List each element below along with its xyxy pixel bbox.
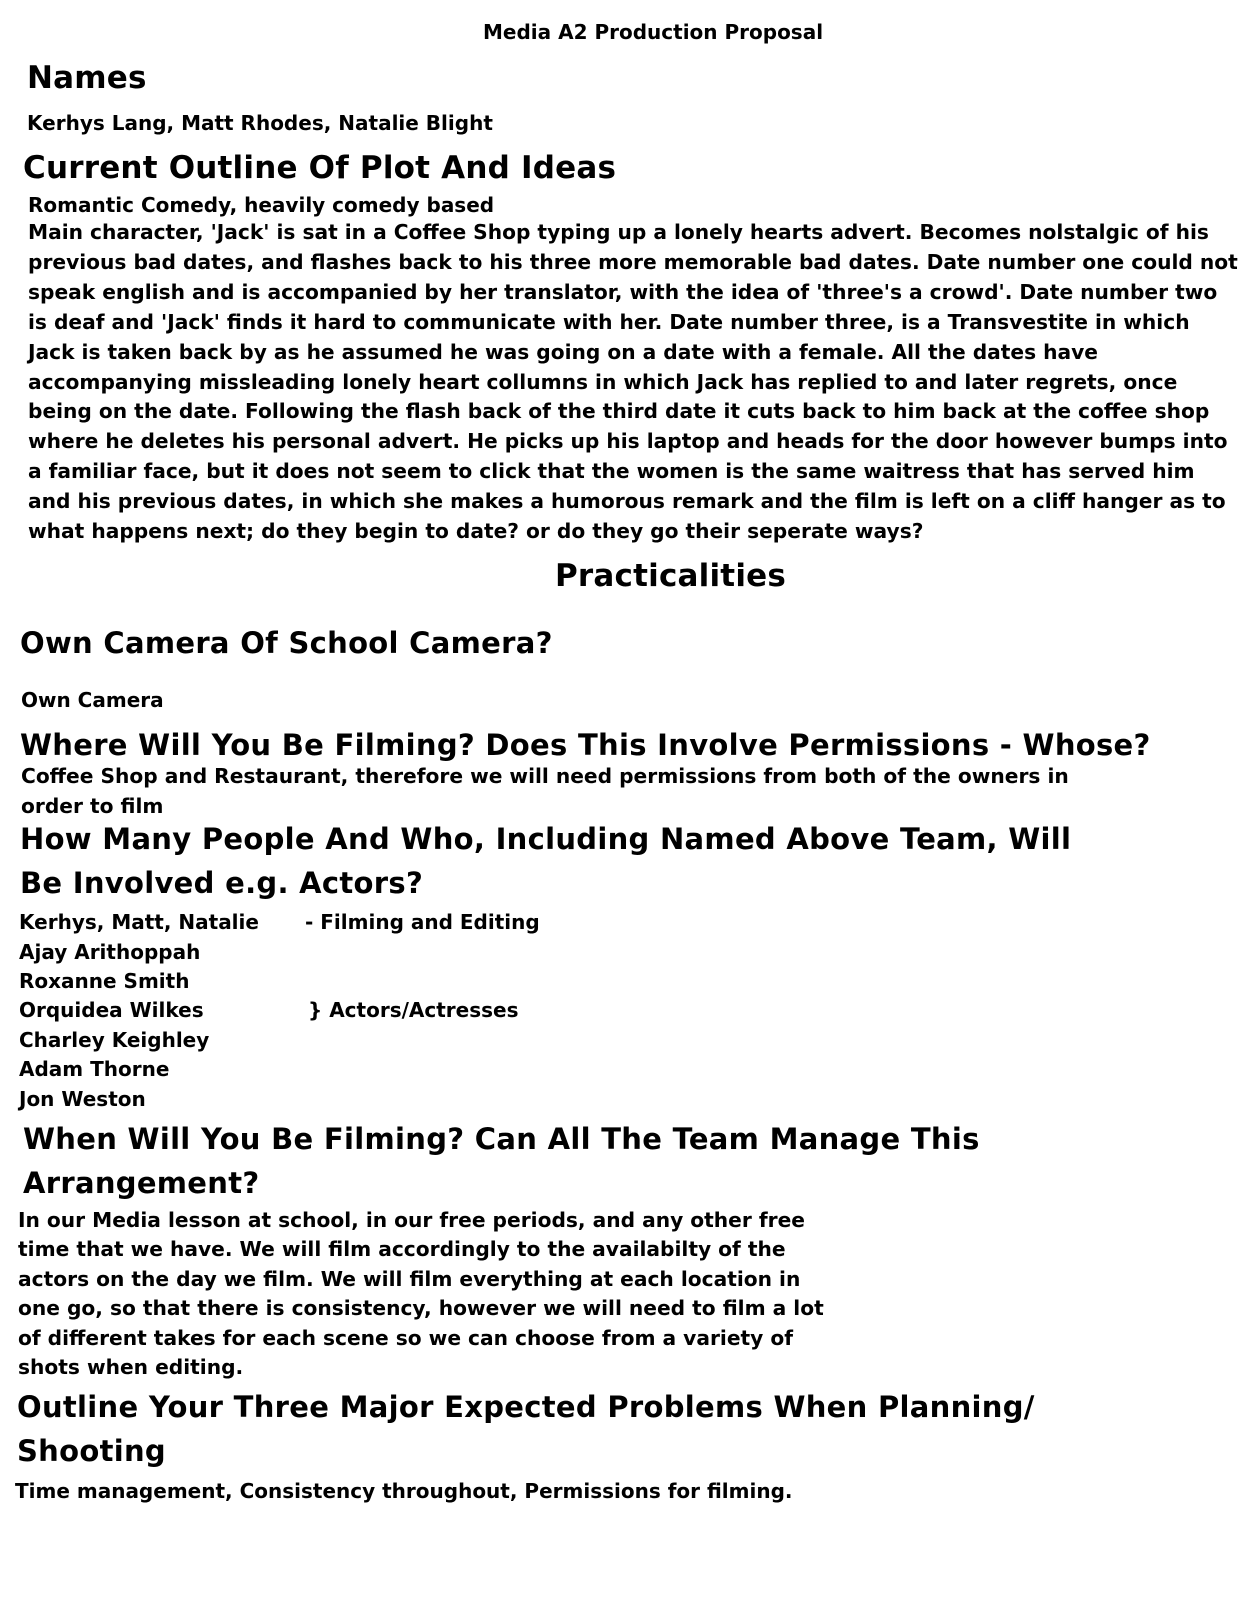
problems-answer: Time management, Consistency throughout, Permissions for filming. (15, 1479, 793, 1503)
names-text: Kerhys Lang, Matt Rhodes, Natalie Blight (27, 111, 493, 135)
people-heading-line2: Be Involved e.g. Actors? (20, 866, 424, 900)
plot-description: Main character, 'Jack' is sat in a Coffee Shop typing up a lonely hearts advert. Becomes nolstalgic of his previous bad dates, and flashes back to his three more memorable bad dates. Date number one could not speak english and is accompanied by her translator, with the idea of 'three's a crowd'. Date number two is deaf and 'Jack' finds it hard to communicate with her. Date number three, is a Transvestite in which Jack is taken back by as he assumed he was going on a date with a female. All the dates have accompanying missleading lonely heart collumns in which Jack has replied to and later regrets, once being on the date. Following the flash back of the third date it cuts back to him back at the coffee shop where he deletes his personal advert. He picks up his laptop and heads for the door however bumps into a familiar face, but it does not seem to click that the women is the same waitress that has served him and his previous dates, in which she makes a humorous remark and the film is left on a cliff hanger as to what happens next; do they begin to date? or do they go their seperate ways? (28, 220, 1238, 544)
schedule-answer: In our Media lesson at school, in our free periods, and any other free time that we have. We will film accordingly to the availabilty of the actors on the day we film. We will film everything at each location in one go, so that there is consistency, however we will need to film a lot of different takes for each scene so we can choose from a variety of shots when editing. (18, 1208, 824, 1380)
actor-name: Charley Keighley (19, 1028, 210, 1052)
location-answer: Coffee Shop and Restaurant, therefore we will need permissions from both of the owners in order to film (21, 764, 1069, 818)
schedule-heading-line1: When Will You Be Filming? Can All The Team Manage This (23, 1122, 980, 1156)
problems-heading-line1: Outline Your Three Major Expected Problems When Planning/ (17, 1390, 1035, 1424)
problems-heading-line2: Shooting (17, 1434, 166, 1468)
team-role: - Filming and Editing (305, 910, 540, 934)
document-title: Media A2 Production Proposal (483, 20, 824, 44)
plot-genre: Romantic Comedy, heavily comedy based (28, 193, 495, 217)
actor-name: Orquidea Wilkes (19, 998, 204, 1022)
practicalities-heading: Practicalities (555, 558, 787, 594)
actor-name: Jon Weston (19, 1087, 146, 1111)
people-heading-line1: How Many People And Who, Including Named Above Team, Will (20, 822, 1072, 856)
actor-name: Adam Thorne (19, 1057, 170, 1081)
camera-answer: Own Camera (21, 688, 164, 712)
actors-role: } Actors/Actresses (308, 998, 519, 1022)
team-names: Kerhys, Matt, Natalie (19, 910, 259, 934)
names-heading: Names (27, 60, 147, 96)
location-heading: Where Will You Be Filming? Does This Involve Permissions - Whose? (20, 728, 1151, 762)
plot-heading: Current Outline Of Plot And Ideas (23, 150, 617, 186)
schedule-heading-line2: Arrangement? (23, 1166, 260, 1200)
camera-heading: Own Camera Of School Camera? (20, 626, 553, 660)
actor-name: Roxanne Smith (19, 969, 190, 993)
actor-name: Ajay Arithoppah (19, 940, 201, 964)
